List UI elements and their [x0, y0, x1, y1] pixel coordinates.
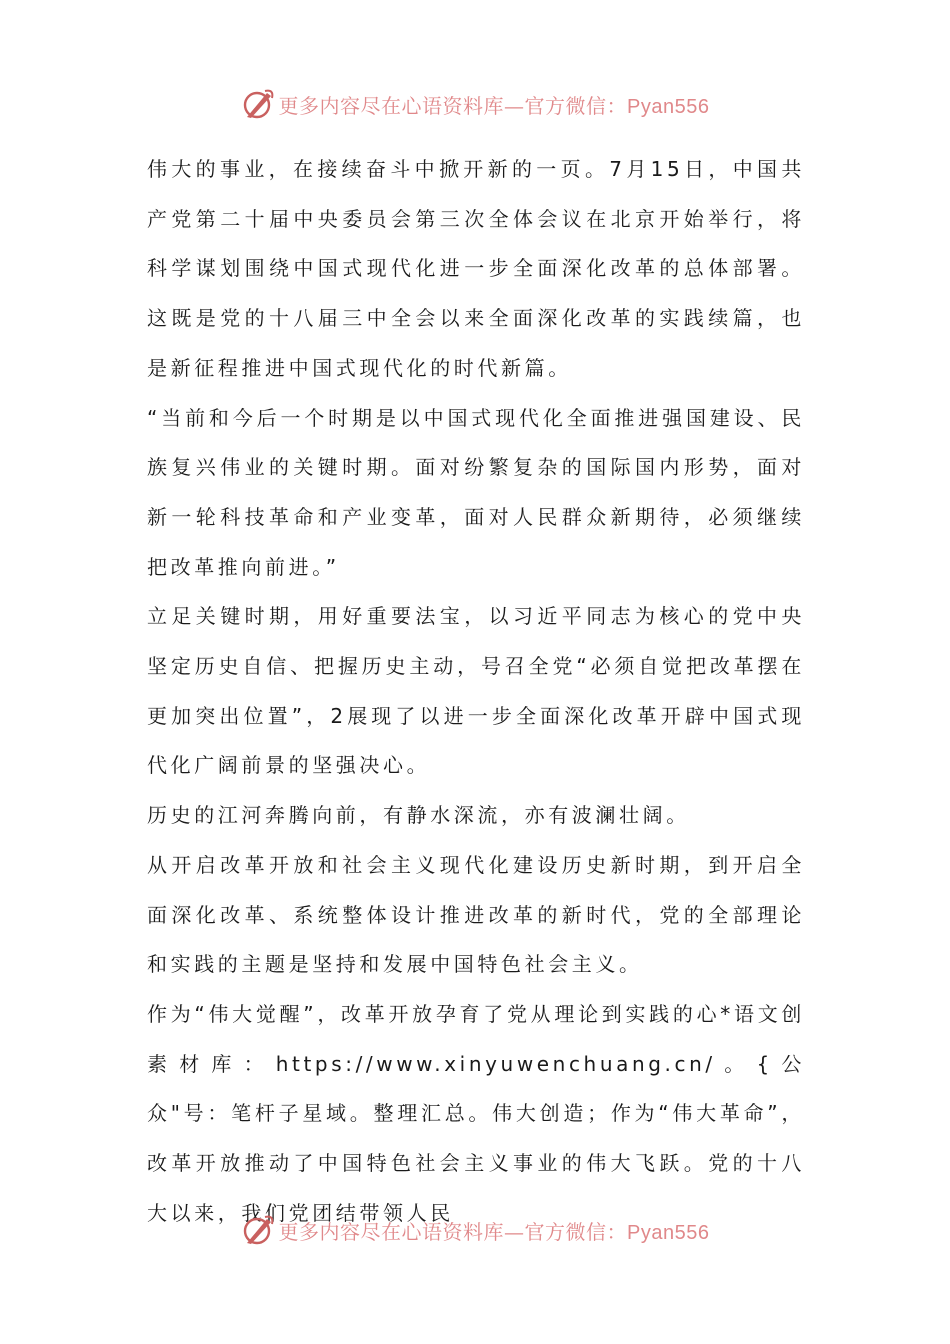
paragraph: 从开启改革开放和社会主义现代化建设历史新时期，到开启全面深化改革、系统整体设计推进改革的新时代，党的全部理论和实践的主题是坚持和发展中国特色社会主义。: [147, 852, 805, 977]
header-banner-text: 更多内容尽在心语资料库—官方微信：Pyan556: [278, 93, 710, 118]
quill-pen-logo-icon: [241, 87, 275, 121]
header-wechat-id: Pyan556: [627, 95, 710, 118]
header-banner: [0, 84, 950, 124]
paragraph: 历史的江河奔腾向前，有静水深流，亦有波澜壮阔。: [147, 803, 690, 828]
quill-pen-logo-icon: [241, 1213, 275, 1247]
paragraph: 伟大的事业，在接续奋斗中掀开新的一页。7月15日，中国共产党第二十届中央委员会第三次全体会议在北京开始举行，将科学谋划围绕中国式现代化进一步全面深化改革的总体部署。这既是党的十八届三中全会以来全面深化改革的实践续篇，也是新征程推进中国式现代化的时代新篇。: [147, 157, 805, 380]
paragraph: “当前和今后一个时期是以中国式现代化全面推进强国建设、民族复兴伟业的关键时期。面对纷繁复杂的国际国内形势，面对新一轮科技革命和产业变革，面对人民群众新期待，必须继续把改革推向前进。”: [147, 405, 805, 579]
article-body: [147, 145, 805, 1238]
footer-banner: [0, 1210, 950, 1250]
footer-wechat-id: Pyan556: [627, 1221, 710, 1244]
paragraph: 作为“伟大觉醒”，改革开放孕育了党从理论到实践的心*语文创素材库：https://www.xinyuwenchuang.cn/。{公众"号：笔杆子星域。整理汇总。伟大创造；作为“伟大革命”，改革开放推动了中国特色社会主义事业的伟大飞跃。党的十八大以来，我们党团结带领人民: [147, 1001, 805, 1225]
footer-banner-text: 更多内容尽在心语资料库—官方微信：Pyan556: [278, 1219, 710, 1244]
paragraph: 立足关键时期，用好重要法宝，以习近平同志为核心的党中央坚定历史自信、把握历史主动，号召全党“必须自觉把改革摆在更加突出位置”，2展现了以进一步全面深化改革开辟中国式现代化广阔前景的坚强决心。: [147, 604, 805, 778]
